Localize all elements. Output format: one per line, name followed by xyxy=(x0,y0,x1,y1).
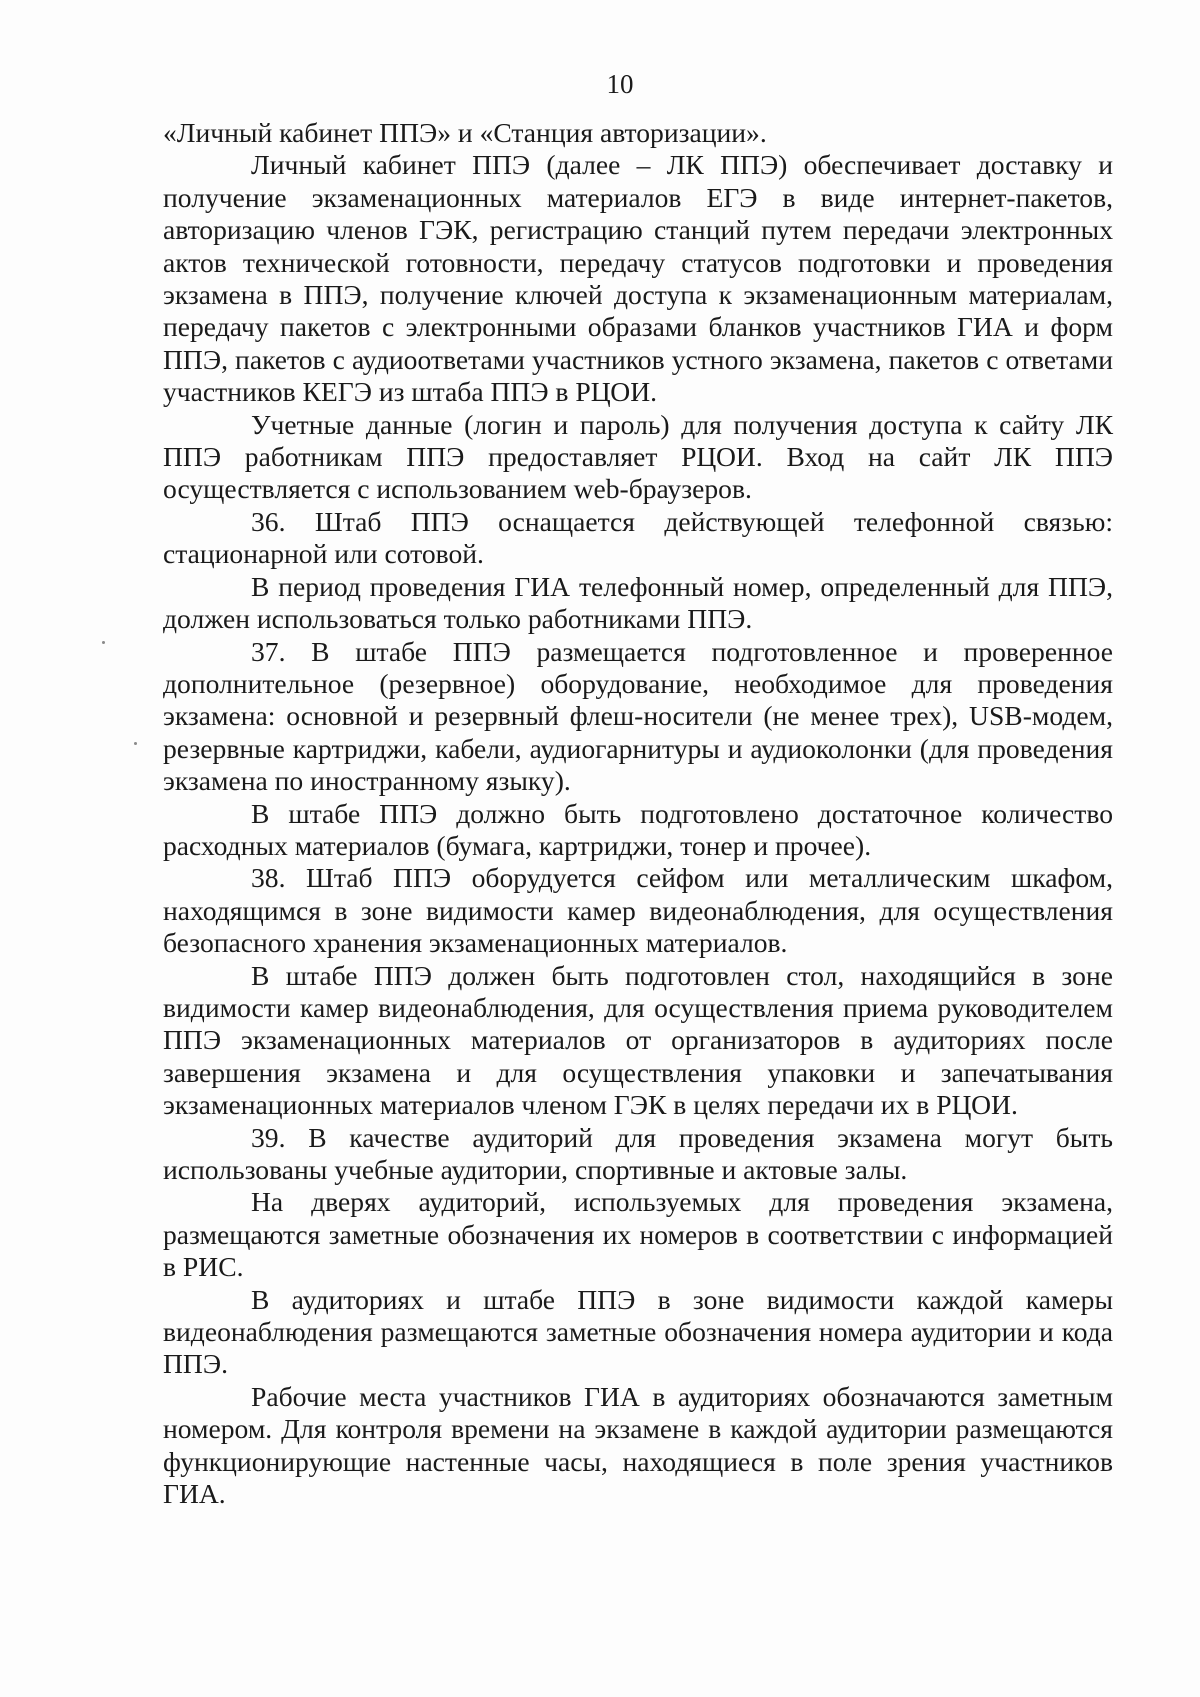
paragraph-item-39: 39. В качестве аудиторий для проведения экзамена могут быть использованы учебные аудитории, спортивные и актовые залы. xyxy=(163,1121,1113,1185)
paragraph-camera-labels: В аудиториях и штабе ППЭ в зоне видимости каждой камеры видеонаблюдения размещаются заметные обозначения номера аудитории и кода ППЭ. xyxy=(163,1283,1113,1380)
paragraph-item-36: 36. Штаб ППЭ оснащается действующей телефонной связью: стационарной или сотовой. xyxy=(163,505,1113,570)
paragraph-door-numbers: На дверях аудиторий, используемых для проведения экзамена, размещаются заметные обозначения их номеров в соответствии с информацией в РИС. xyxy=(163,1186,1113,1283)
scan-speck xyxy=(102,641,105,644)
paragraph-consumables: В штабе ППЭ должно быть подготовлено достаточное количество расходных материалов (бумага, картриджи, тонер и прочее). xyxy=(163,797,1113,861)
paragraph-item-37: 37. В штабе ППЭ размещается подготовленное и проверенное дополнительное (резервное) оборудование, необходимое для проведения экзамена: основной и резервный флеш-носители (не менее трех), USB-модем, резервные картриджи, кабели, аудиогарнитуры и аудиоколонки (для проведения экзамена по иностранному языку). xyxy=(163,635,1113,797)
paragraph-table: В штабе ППЭ должен быть подготовлен стол, находящийся в зоне видимости камер видеонаблюдения, для осуществления приема руководителем ППЭ экзаменационных материалов от организаторов в аудиториях после завершения экзамена и для осуществления упаковки и запечатывания экзаменационных материалов членом ГЭК в целях передачи их в РЦОИ. xyxy=(163,959,1113,1121)
paragraph-credentials: Учетные данные (логин и пароль) для получения доступа к сайту ЛК ППЭ работникам ППЭ предоставляет РЦОИ. Вход на сайт ЛК ППЭ осуществляется с использованием web-браузеров. xyxy=(163,408,1113,505)
paragraph-item-38: 38. Штаб ППЭ оборудуется сейфом или металлическим шкафом, находящимся в зоне видимости камер видеонаблюдения, для осуществления безопасного хранения экзаменационных материалов. xyxy=(163,862,1113,959)
paragraph-lk-ppe-description: Личный кабинет ППЭ (далее – ЛК ППЭ) обеспечивает доставку и получение экзаменационных материалов ЕГЭ в виде интернет-пакетов, авторизацию членов ГЭК, регистрацию станций путем передачи электронных актов технической готовности, передачу статусов подготовки и проведения экзамена в ППЭ, получение ключей доступа к экзаменационным материалам, передачу пакетов с электронными образами бланков участников ГИА и форм ППЭ, пакетов с аудиоответами участников устного экзамена, пакетов с ответами участников КЕГЭ из штаба ППЭ в РЦОИ. xyxy=(163,149,1113,408)
paragraph-continuation: «Личный кабинет ППЭ» и «Станция авторизации». xyxy=(163,117,767,148)
scan-speck xyxy=(134,742,137,745)
page-number: 10 xyxy=(606,69,634,99)
paragraph-phone-usage: В период проведения ГИА телефонный номер, определенный для ППЭ, должен использоваться только работниками ППЭ. xyxy=(163,570,1113,635)
document-body xyxy=(163,117,1113,1510)
paragraph-workplaces: Рабочие места участников ГИА в аудиториях обозначаются заметным номером. Для контроля времени на экзамене в каждой аудитории размещаются функционирующие настенные часы, находящиеся в поле зрения участников ГИА. xyxy=(163,1380,1113,1510)
